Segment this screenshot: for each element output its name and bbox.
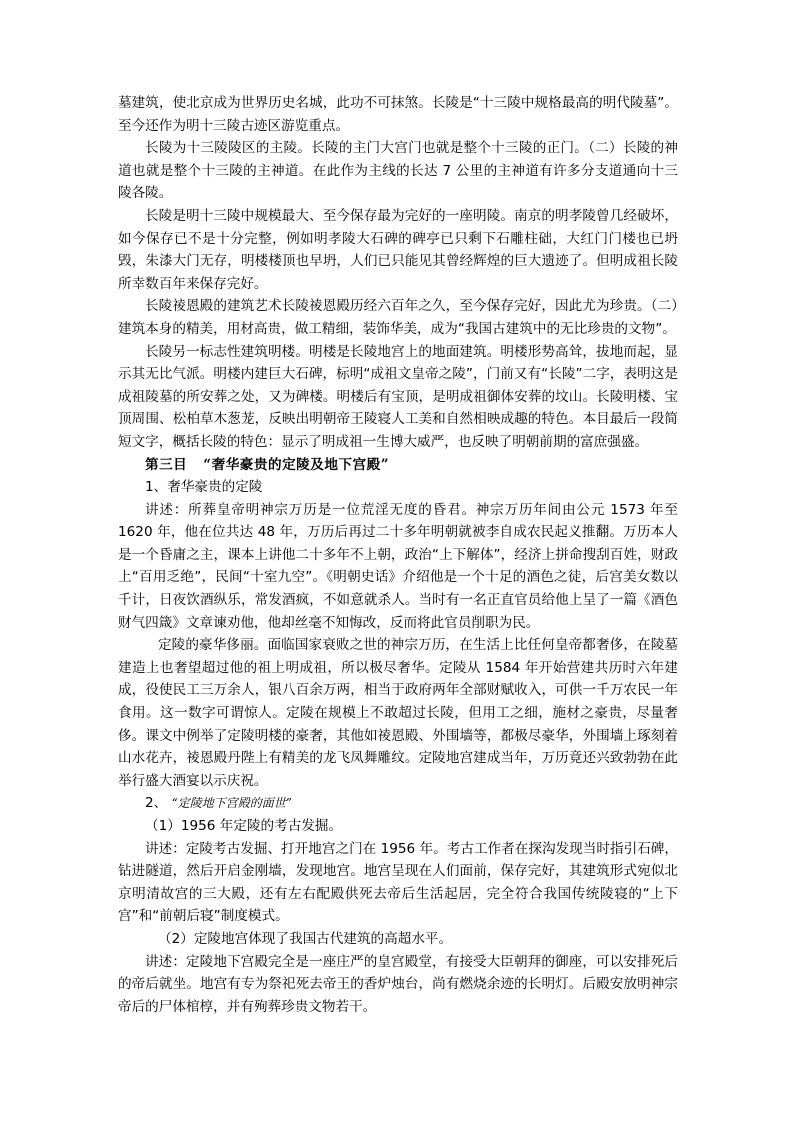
subsection-1-para-1: 讲述：所葬皇帝明神宗万历是一位荒淫无度的昏君。神宗万历年间由公元 1573 年至 1620 年，他在位共达 48 年，万历后再过二十多年明朝就被李自成农民起义推翻。万历本人是一个昏庸之主，课本上讲他二十多年不上朝，政治“上下解体”，经济上拼命搜刮百姓，财政上“百用乏绝”，民间“十室九空”。《明朝史话》介绍他是一个十足的酒色之徒，后宫美女数以千计，日夜饮酒纵乐，常发酒疯，不如意就杀人。当时有一名正直官员给他上呈了一篇《酒色财气四箴》文章谏劝他，他却丝毫不知悔改，反而将此官员削职为民。 (118, 501, 678, 631)
document-page (118, 92, 678, 1018)
section-3-heading (118, 454, 678, 477)
paragraph-1: 墓建筑，使北京成为世界历史名城，此功不可抹煞。长陵是“十三陵中规格最高的明代陵墓”。至今还作为明十三陵古迹区游览重点。 (118, 95, 678, 134)
subsection-2-heading (118, 792, 678, 815)
section-3-number: 第三目 (145, 456, 188, 473)
paragraph-5: 长陵另一标志性建筑明楼。明楼是长陵地宫上的地面建筑。明楼形势高耸，拔地而起，显示其无比气派。明楼内建巨大石碑，标明“成祖文皇帝之陵”，门前又有“长陵”二字，表明这是成祖陵墓的所安葬之处，又为碑楼。明楼后有宝顶，是明成祖御体安葬的坟山。长陵明楼、宝顶周围、松柏草木葱茏，反映出明朝帝王陵寝人工美和自然相映成趣的特色。本目最后一段简短文字，概括长陵的特色：显示了明成祖一生博大威严，也反映了明朝前期的富庶强盛。 (118, 343, 678, 450)
item-2-text: 讲述：定陵地下宫殿完全是一座庄严的皇宫殿堂，有接受大臣朝拜的御座，可以安排死后的帝后就坐。地宫有专为祭祀死去帝王的香炉烛台，尚有燃烧余迹的长明灯。后殿安放明神宗帝后的尸体棺椁，并有殉葬珍贵文物若干。 (118, 953, 678, 1015)
paragraph-4: 长陵祾恩殿的建筑艺术长陵祾恩殿历经六百年之久，至今保存完好，因此尤为珍贵。（二）建筑本身的精美，用材高贵，做工精细，装饰华美，成为“我国古建筑中的无比珍贵的文物”。 (118, 298, 678, 337)
paragraph-3: 长陵是明十三陵中规模最大、至今保存最为完好的一座明陵。南京的明孝陵曾几经破坏，如今保存已不是十分完整，例如明孝陵大石碑的碑亭已只剩下石雕柱础，大红门门楼也已坍毁，朱漆大门无存，明楼楼顶也早坍，人们已只能见其曾经辉煌的巨大遗迹了。但明成祖长陵所幸数百年来保存完好。 (118, 207, 678, 292)
subsection-2-title: “定陵地下宫殿的面世” (171, 796, 292, 811)
item-1-title: （1）1956 年定陵的考古发掘。 (145, 818, 343, 834)
subsection-2-number: 2、 (145, 795, 168, 812)
subsection-1-title: 1、奢华豪贵的定陵 (145, 479, 263, 496)
item-1-text: 讲述：定陵考古发掘、打开地宫之门在 1956 年。考古工作者在探沟发现当时指引石碑，钻进隧道，然后开启金刚墙，发现地宫。地宫呈现在人们面前，保存完好，其建筑形式宛似北京明清故宫的三大殿，还有左右配殿供死去帝后生活起居，完全符合我国传统陵寝的“上下宫”和“前朝后寝”制度模式。 (118, 840, 678, 925)
section-3-title: “奢华豪贵的定陵及地下宫殿” (203, 456, 390, 473)
subsection-1-para-2: 定陵的豪华侈丽。面临国家衰败之世的神宗万历，在生活上比任何皇帝都奢侈，在陵墓建造上也奢望超过他的祖上明成祖，所以极尽奢华。定陵从 1584 年开始营建共历时六年建成，役使民工三万余人，银八百余万两，相当于政府两年全部财赋收入，可供一千万农民一年食用。这一数字可谓惊人。定陵在规模上不敢超过长陵，但用工之细，施材之豪贵，尽量奢侈。课文中例举了定陵明楼的豪奢，其他如祾恩殿、外围墙等，都极尽豪华，外围墙上琢刻着山水花卉，祾恩殿丹陛上有精美的龙飞凤舞雕纹。定陵地宫建成当年，万历竟还兴致勃勃在此举行盛大酒宴以示庆祝。 (118, 637, 678, 789)
item-2-title: （2）定陵地宫体现了我国古代建筑的高超水平。 (158, 930, 453, 947)
paragraph-2: 长陵为十三陵陵区的主陵。长陵的主门大宫门也就是整个十三陵的正门。（二）长陵的神道也就是整个十三陵的主神道。在此作为主线的长达 7 公里的主神道有许多分支道通向十三陵各陵。 (118, 140, 678, 202)
